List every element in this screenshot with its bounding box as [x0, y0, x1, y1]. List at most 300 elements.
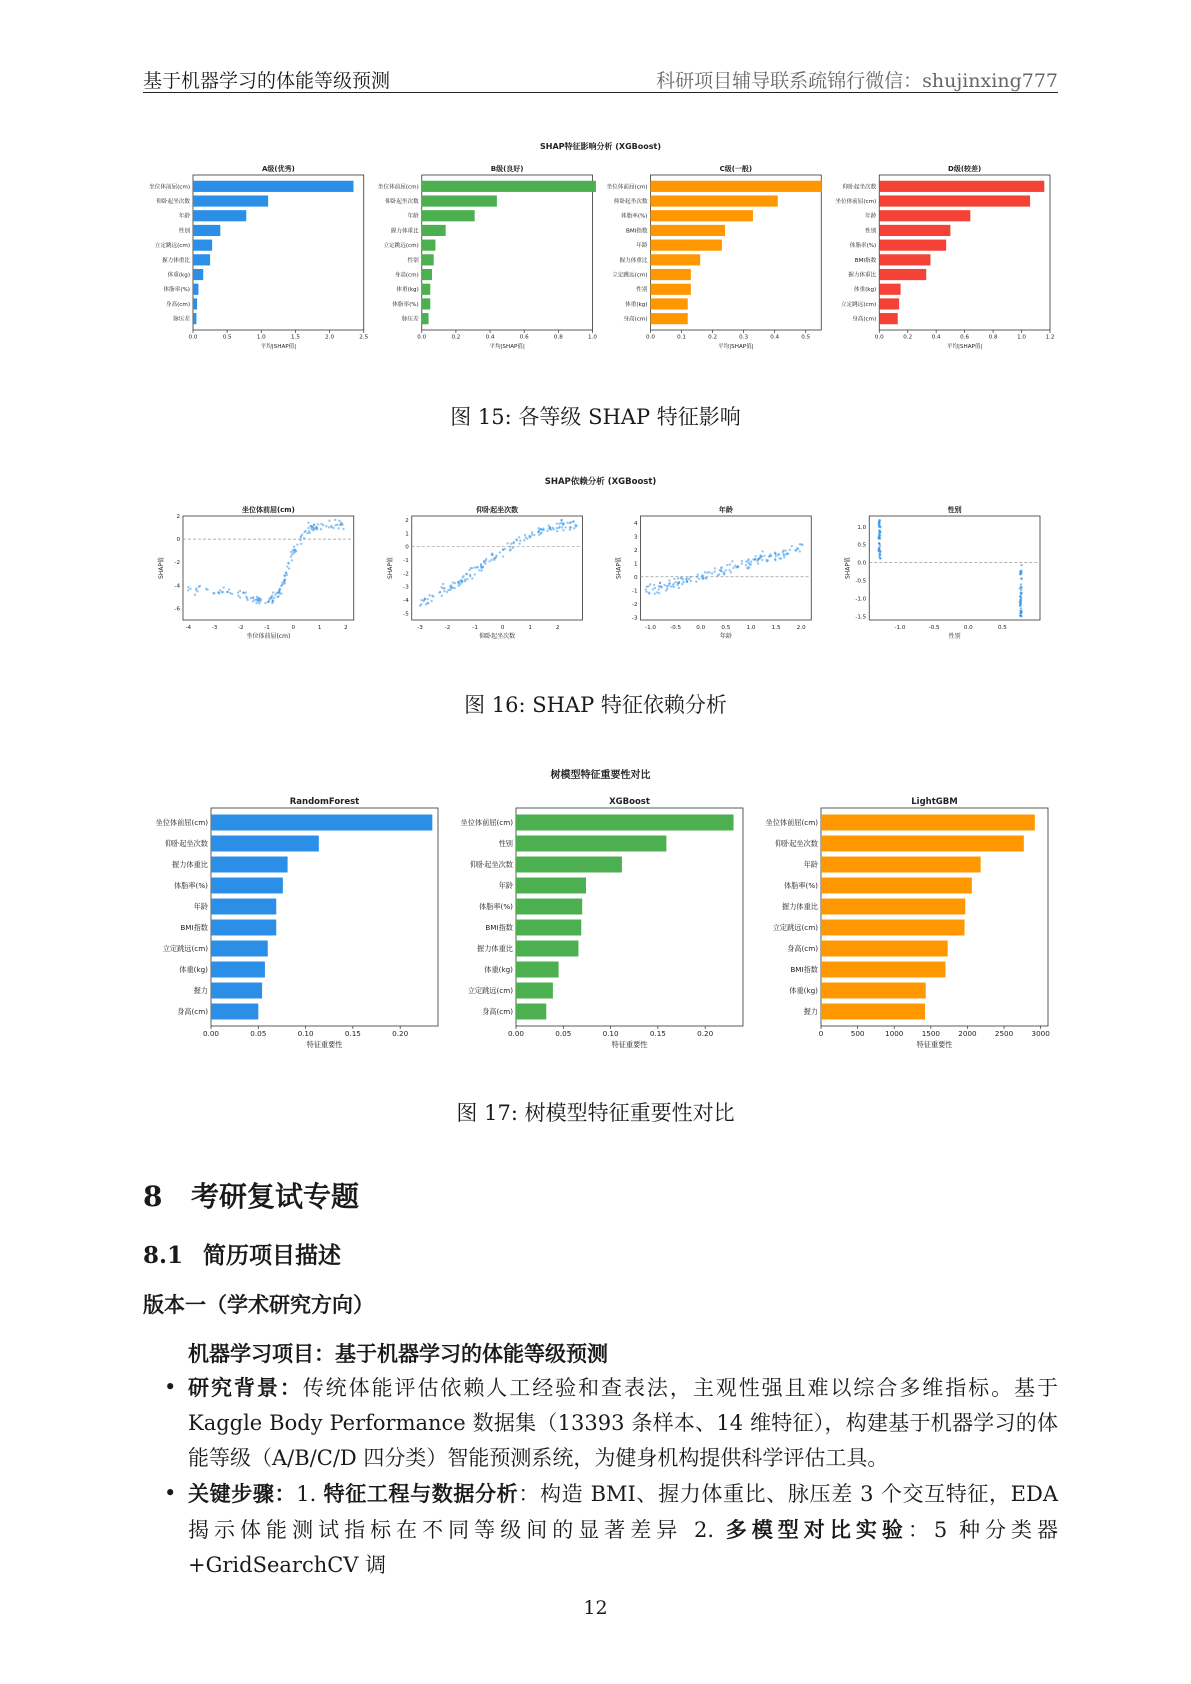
scatter-point	[729, 563, 731, 565]
scatter-point	[531, 533, 533, 535]
x-tick-label: 0.0	[188, 334, 198, 341]
scatter-point	[307, 527, 309, 529]
x-axis-label: 年龄	[719, 633, 732, 640]
scatter-point	[277, 595, 279, 597]
scatter-point	[442, 587, 444, 589]
x-tick-label: 2	[555, 625, 560, 631]
category-label: 体重(kg)	[853, 287, 877, 294]
scatter-point	[878, 549, 880, 551]
y-tick-label: -2	[174, 560, 180, 567]
page-number: 12	[583, 1597, 608, 1619]
scatter-point	[775, 555, 777, 557]
scatter-point	[506, 542, 508, 544]
category-label: 立定跳远(cm)	[467, 986, 513, 996]
section-8-1-heading	[143, 1237, 341, 1270]
scatter-point	[290, 555, 292, 557]
x-tick-label: 0.05	[555, 1029, 572, 1039]
x-tick-label: -4	[185, 625, 192, 631]
y-tick-label: 2	[405, 518, 409, 524]
scatter-point	[426, 598, 428, 600]
x-tick-label: 0.8	[988, 334, 998, 341]
scatter-point	[878, 519, 880, 521]
bar	[516, 899, 582, 915]
category-label: 立定跳远(cm)	[154, 243, 190, 250]
scatter-point	[774, 551, 776, 553]
x-tick-label: 0.15	[344, 1029, 361, 1039]
scatter-point	[572, 520, 574, 522]
scatter-point	[763, 555, 765, 557]
bar	[422, 225, 446, 236]
chart-panel	[386, 505, 583, 640]
scatter-point	[526, 538, 528, 540]
scatter-point	[199, 585, 201, 587]
bar	[422, 210, 475, 221]
x-tick-label: 0.0	[874, 334, 884, 341]
y-tick-label: -4	[403, 598, 409, 604]
bar	[422, 313, 429, 324]
scatter-point	[723, 571, 725, 573]
category-label: BMI指数	[625, 228, 648, 235]
category-label: 脉压差	[173, 316, 190, 323]
scatter-point	[558, 526, 560, 528]
panel-title: 年龄	[718, 506, 733, 514]
scatter-point	[769, 553, 771, 555]
x-tick-label: 0.20	[697, 1029, 714, 1039]
bar	[422, 269, 432, 280]
scatter-point	[242, 591, 244, 593]
scatter-point	[286, 565, 288, 567]
scatter-point	[540, 532, 542, 534]
scatter-point	[670, 585, 672, 587]
scatter-point	[726, 564, 728, 566]
scatter-point	[566, 522, 568, 524]
category-label: 体重(kg)	[789, 986, 818, 996]
scatter-point	[556, 523, 558, 525]
category-label: 体脂率(%)	[849, 243, 877, 250]
category-label: 身高(cm)	[852, 316, 877, 323]
x-tick-label: 2000	[958, 1029, 977, 1039]
x-axis-label: 平均|SHAP值|	[718, 343, 754, 350]
category-label: 年龄	[498, 881, 513, 891]
chart-title: 树模型特征重要性对比	[550, 770, 651, 781]
x-tick-label: 1.0	[256, 334, 266, 341]
bar	[651, 181, 822, 192]
category-label: 身高(cm)	[623, 316, 648, 323]
scatter-point	[213, 592, 215, 594]
x-tick-label: -3	[417, 625, 423, 631]
bullet-text: ：5 种分类器 +GridSearchCV 调	[188, 1518, 1058, 1577]
chart-panel	[835, 164, 1054, 350]
scatter-point	[701, 575, 703, 577]
scatter-point	[245, 596, 247, 598]
scatter-point	[252, 600, 254, 602]
bar	[211, 920, 276, 936]
category-label: 年龄	[803, 860, 818, 870]
scatter-point	[747, 558, 749, 560]
scatter-point	[222, 591, 224, 593]
bullet-emphasis: 多模型对比实验	[725, 1517, 908, 1542]
scatter-point	[283, 574, 285, 576]
bar	[651, 240, 722, 251]
x-tick-label: 2.5	[359, 334, 369, 341]
bar	[879, 195, 1030, 206]
category-label: 年龄	[193, 902, 208, 912]
scatter-point	[328, 520, 330, 522]
scatter-point	[287, 562, 289, 564]
bar	[516, 857, 622, 873]
scatter-point	[549, 526, 551, 528]
scatter-point	[754, 555, 756, 557]
scatter-point	[258, 602, 260, 604]
scatter-point	[1019, 595, 1021, 597]
chart-panel	[461, 797, 744, 1049]
chart-panel	[766, 797, 1051, 1049]
bar	[821, 836, 1024, 852]
x-tick-label: -0.5	[928, 625, 940, 631]
category-label: 握力体重比	[782, 902, 818, 912]
scatter-point	[561, 526, 563, 528]
scatter-point	[1019, 571, 1021, 573]
scatter-point	[688, 578, 690, 580]
category-label: BMI指数	[485, 923, 513, 933]
scatter-point	[471, 577, 473, 579]
scatter-point	[474, 573, 476, 575]
scatter-point	[296, 543, 298, 545]
scatter-point	[659, 582, 661, 584]
bar	[879, 284, 900, 295]
scatter-point	[424, 598, 426, 600]
y-tick-label: 3	[633, 534, 638, 541]
list-item-background	[160, 1370, 1058, 1476]
header-rule	[143, 92, 1058, 93]
scatter-point	[325, 525, 327, 527]
scatter-point	[490, 554, 492, 556]
scatter-point	[466, 578, 468, 580]
scatter-point	[555, 527, 557, 529]
subsection-title: 简历项目描述	[203, 1242, 341, 1269]
scatter-point	[529, 535, 531, 537]
x-axis-label: 特征重要性	[306, 1040, 343, 1050]
category-label: 体重(kg)	[484, 965, 513, 975]
scatter-point	[304, 530, 306, 532]
scatter-point	[668, 583, 670, 585]
scatter-point	[761, 550, 763, 552]
scatter-point	[732, 567, 734, 569]
scatter-point	[767, 559, 769, 561]
bar	[422, 284, 431, 295]
x-tick-label: 0.3	[739, 334, 749, 341]
category-label: 体脂率(%)	[478, 902, 513, 912]
scatter-point	[795, 549, 797, 551]
x-axis-label: 平均|SHAP值|	[260, 343, 297, 350]
scatter-point	[502, 555, 504, 557]
scatter-point	[271, 595, 273, 597]
scatter-point	[799, 550, 801, 552]
scatter-point	[801, 544, 803, 546]
scatter-point	[461, 580, 463, 582]
x-axis-label: 特征重要性	[611, 1040, 648, 1050]
bar	[879, 210, 970, 221]
x-tick-label: 0.2	[903, 334, 913, 341]
scatter-point	[686, 581, 688, 583]
scatter-point	[237, 595, 239, 597]
category-label: 立定跳远(cm)	[840, 301, 877, 308]
scatter-point	[649, 583, 651, 585]
panel-title: 坐位体前屈(cm)	[241, 506, 295, 514]
category-label: 仰卧起坐次数	[842, 184, 877, 191]
scatter-point	[252, 596, 254, 598]
scatter-point	[450, 587, 452, 589]
category-label: 立定跳远(cm)	[612, 272, 648, 279]
bullet-text: ：构造 BMI、握力体重比、脉压差 3 个交互特征，EDA 揭示体能测试指标在不同等级间的显著差异 2.	[188, 1482, 1058, 1542]
panel-title: A级(优秀)	[261, 165, 295, 173]
scatter-point	[227, 591, 229, 593]
x-tick-label: 0	[500, 625, 505, 631]
scatter-point	[515, 538, 517, 540]
bar	[516, 920, 581, 936]
category-label: 坐位体前屈(cm)	[606, 184, 648, 191]
bar	[821, 941, 948, 957]
scatter-point	[189, 588, 191, 590]
y-tick-label: -4	[174, 583, 180, 590]
scatter-point	[245, 591, 247, 593]
y-tick-label: 2	[633, 547, 638, 554]
section-number: 8	[143, 1180, 163, 1213]
bar	[193, 240, 212, 251]
scatter-point	[879, 557, 881, 559]
scatter-point	[446, 591, 448, 593]
x-tick-label: -2	[444, 625, 451, 631]
bar	[211, 836, 319, 852]
scatter-point	[307, 521, 309, 523]
x-tick-label: 1.5	[771, 625, 781, 631]
scatter-point	[660, 585, 662, 587]
scatter-point	[450, 584, 452, 586]
category-label: 性别	[498, 839, 513, 849]
scatter-point	[291, 559, 293, 561]
y-tick-label: -2	[403, 571, 409, 578]
scatter-point	[666, 585, 668, 587]
scatter-point	[668, 579, 670, 581]
plot-frame	[183, 516, 354, 620]
scatter-point	[1020, 564, 1022, 566]
scatter-point	[757, 562, 759, 564]
scatter-point	[420, 603, 422, 605]
x-tick-label: 0	[818, 1029, 824, 1039]
category-label: 身高(cm)	[787, 944, 818, 954]
scatter-point	[757, 558, 759, 560]
scatter-point	[705, 577, 707, 579]
category-label: 身高(cm)	[482, 1007, 513, 1017]
scatter-point	[268, 598, 270, 600]
scatter-point	[782, 550, 784, 552]
x-axis-label: 性别	[948, 633, 961, 640]
bar	[651, 254, 701, 265]
scatter-point	[711, 572, 713, 574]
scatter-point	[518, 536, 520, 538]
chart-title: SHAP特征影响分析 (XGBoost)	[539, 142, 662, 151]
bar	[651, 269, 691, 280]
scatter-point	[537, 531, 539, 533]
scatter-point	[675, 581, 677, 583]
scatter-point	[731, 560, 733, 562]
scatter-point	[292, 550, 294, 552]
chart-panel	[607, 164, 822, 350]
scatter-point	[741, 562, 743, 564]
y-tick-label: 2	[176, 514, 180, 520]
category-label: 仰卧起坐次数	[164, 839, 208, 849]
panel-title: RandomForest	[289, 797, 360, 807]
scatter-point	[791, 545, 793, 547]
y-tick-label: -1.5	[855, 614, 867, 621]
y-axis-label: SHAP值	[386, 556, 394, 580]
scatter-point	[524, 534, 526, 536]
scatter-point	[750, 561, 752, 563]
category-label: BMI指数	[180, 923, 208, 933]
category-label: 性别	[636, 287, 648, 294]
scatter-point	[280, 585, 282, 587]
scatter-point	[281, 581, 283, 583]
scatter-point	[194, 593, 196, 595]
scatter-point	[658, 588, 660, 590]
bar	[651, 298, 688, 309]
chart-panel	[157, 505, 354, 640]
category-label: 体脂率(%)	[173, 881, 208, 891]
scatter-point	[509, 546, 511, 548]
scatter-point	[652, 588, 654, 590]
scatter-point	[747, 566, 749, 568]
scatter-point	[654, 587, 656, 589]
category-label: 体脂率(%)	[163, 287, 190, 294]
y-axis-label: SHAP值	[615, 556, 623, 580]
y-tick-label: -5	[403, 611, 409, 618]
bar	[879, 298, 899, 309]
scatter-point	[491, 559, 493, 561]
bar	[821, 962, 945, 978]
category-label: 握力	[193, 986, 208, 996]
x-tick-label: 1.5	[290, 334, 300, 341]
scatter-point	[459, 583, 461, 585]
x-tick-label: 0.5	[801, 334, 811, 341]
x-tick-label: 0.05	[250, 1029, 267, 1039]
category-label: 坐位体前屈(cm)	[149, 184, 190, 191]
x-tick-label: -1	[264, 625, 270, 631]
chart-panel	[615, 505, 812, 640]
plot-frame	[869, 516, 1040, 620]
x-tick-label: 0.1	[677, 334, 686, 341]
project-title: 机器学习项目：基于机器学习的体能等级预测	[188, 1341, 608, 1366]
bar	[651, 195, 778, 206]
scatter-point	[278, 591, 280, 593]
list-item-key-steps	[160, 1476, 1058, 1583]
scatter-point	[485, 558, 487, 560]
chart-panel	[843, 505, 1040, 640]
figure-15-shap-bar-chart	[143, 135, 1058, 370]
category-label: 仰卧起坐次数	[469, 860, 513, 870]
section-title: 考研复试专题	[191, 1180, 360, 1213]
scatter-point	[783, 556, 785, 558]
scatter-point	[205, 588, 207, 590]
category-label: 仰卧起坐次数	[774, 839, 818, 849]
category-label: 握力体重比	[172, 860, 208, 870]
scatter-point	[480, 563, 482, 565]
x-tick-label: -1	[472, 625, 478, 631]
scatter-point	[237, 591, 239, 593]
scatter-point	[288, 567, 290, 569]
scatter-point	[696, 576, 698, 578]
x-tick-label: 1	[317, 625, 322, 631]
scatter-point	[239, 596, 241, 598]
bar	[211, 941, 268, 957]
x-tick-label: 0.10	[602, 1029, 619, 1039]
scatter-point	[663, 584, 665, 586]
y-tick-label: 4	[633, 520, 638, 527]
scatter-point	[484, 563, 486, 565]
scatter-point	[570, 526, 572, 528]
scatter-point	[774, 558, 776, 560]
category-label: 年龄	[865, 213, 877, 220]
scatter-point	[308, 530, 310, 532]
category-label: 握力体重比	[848, 272, 877, 279]
scatter-point	[312, 525, 314, 527]
y-tick-label: -1	[403, 558, 409, 564]
scatter-point	[334, 524, 336, 526]
scatter-point	[878, 542, 880, 544]
scatter-point	[428, 594, 430, 596]
y-tick-label: -1.0	[855, 596, 867, 603]
scatter-point	[1019, 587, 1021, 589]
scatter-point	[284, 578, 286, 580]
scatter-point	[488, 560, 490, 562]
scatter-point	[195, 587, 197, 589]
bar	[193, 181, 354, 192]
bar	[651, 284, 691, 295]
x-tick-label: 0.8	[553, 334, 563, 341]
x-tick-label: 2	[344, 625, 348, 631]
x-tick-label: 1.0	[746, 625, 756, 631]
scatter-point	[730, 571, 732, 573]
scatter-point	[558, 523, 560, 525]
bar	[193, 195, 268, 206]
category-label: 握力体重比	[162, 257, 190, 264]
scatter-point	[656, 591, 658, 593]
scatter-point	[1020, 593, 1022, 595]
scatter-point	[1020, 578, 1022, 580]
scatter-point	[518, 542, 520, 544]
scatter-point	[432, 595, 434, 597]
bullet-text: 传统体能评估依赖人工经验和查表法，主观性强且难以综合多维指标。基于 Kaggle Body Performance 数据集（13393 条样本、14 维特征），构建基于机器学习的体能等级（A/B/C/D 四分类）智能预测系统，为健身机构提供科学评估工具。	[188, 1376, 1059, 1470]
scatter-point	[653, 584, 655, 586]
scatter-point	[878, 546, 880, 548]
scatter-point	[708, 571, 710, 573]
scatter-point	[678, 587, 680, 589]
scatter-point	[300, 543, 302, 545]
scatter-point	[689, 576, 691, 578]
bar	[422, 254, 434, 265]
scatter-point	[422, 600, 424, 602]
x-tick-label: -1.0	[894, 625, 906, 631]
scatter-point	[334, 519, 336, 521]
scatter-point	[728, 569, 730, 571]
x-tick-label: 1000	[885, 1029, 904, 1039]
scatter-point	[713, 571, 715, 573]
scatter-point	[879, 544, 881, 546]
category-label: 坐位体前屈(cm)	[377, 184, 419, 191]
category-label: 立定跳远(cm)	[383, 243, 419, 250]
scatter-point	[677, 582, 679, 584]
scatter-point	[510, 548, 512, 550]
scatter-point	[756, 560, 758, 562]
